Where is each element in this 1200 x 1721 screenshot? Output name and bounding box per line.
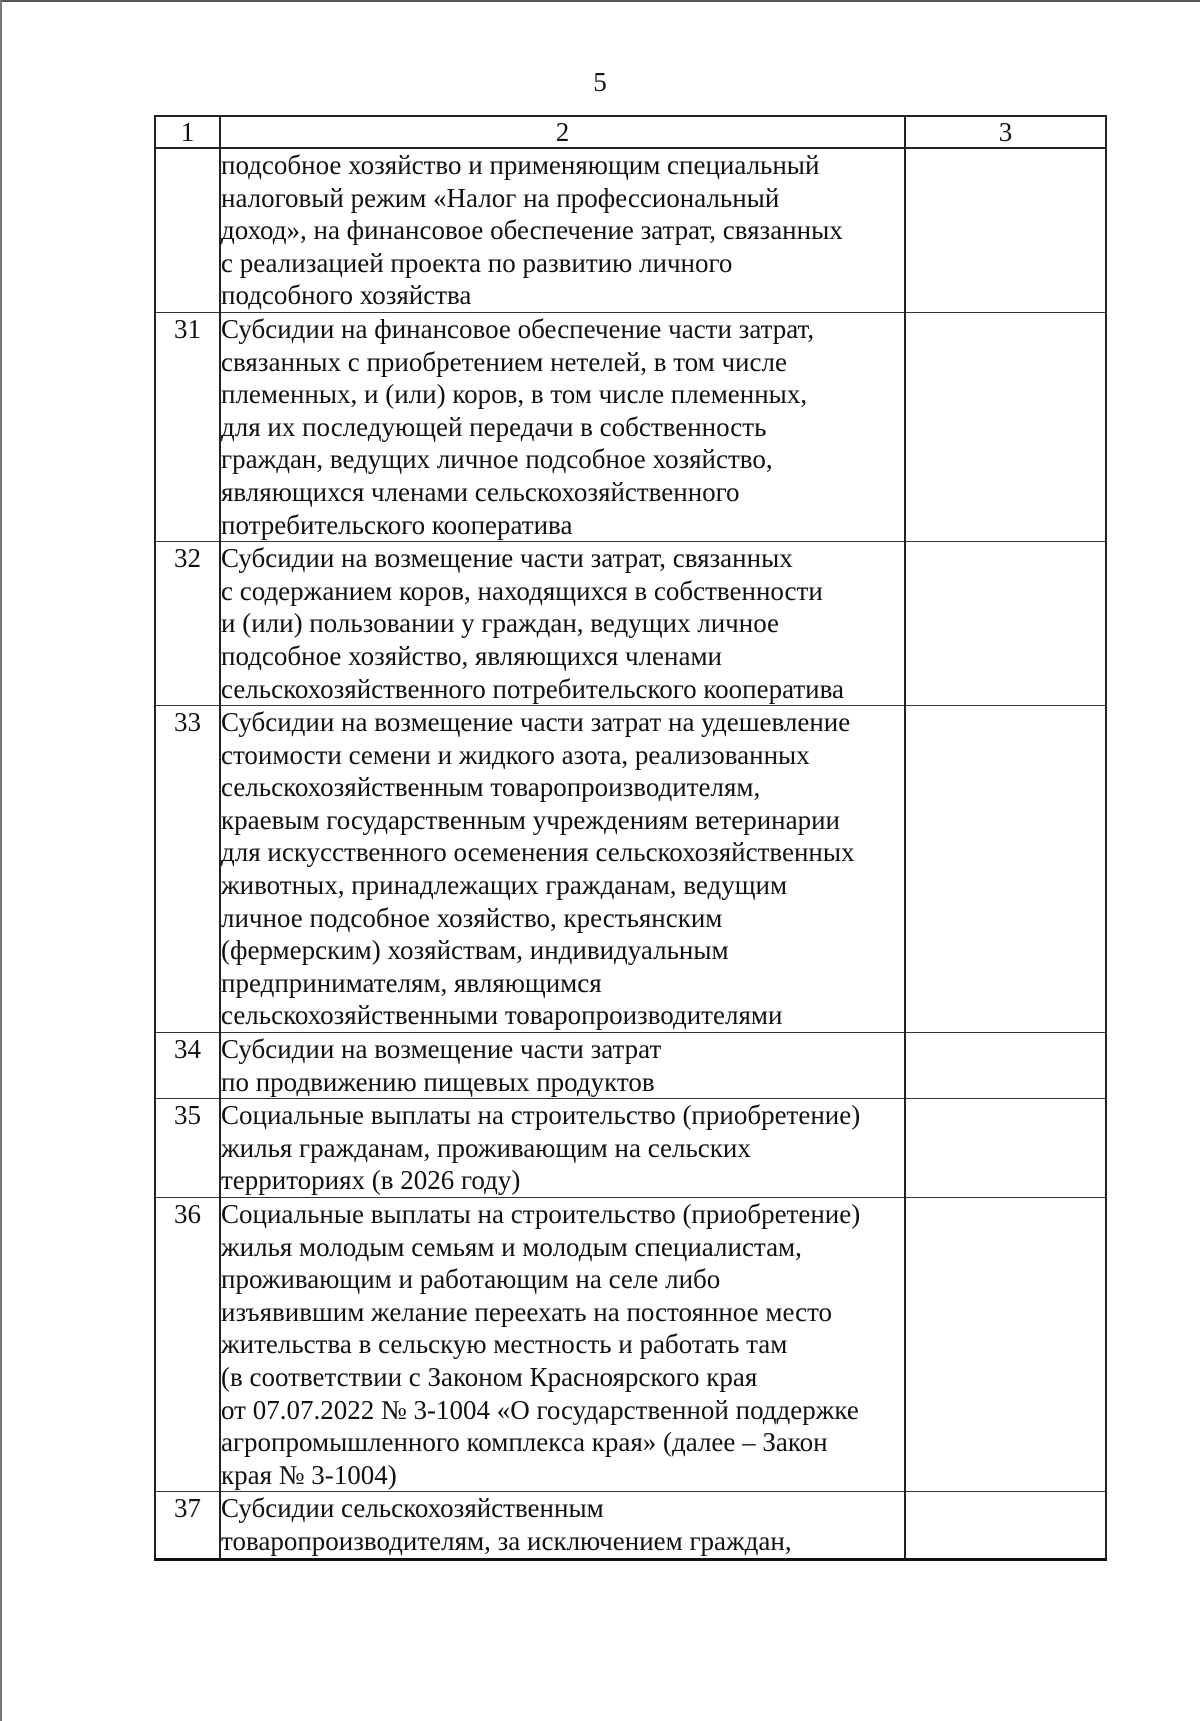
row-col3 xyxy=(905,1198,1106,1492)
subsidy-table xyxy=(154,115,1107,1561)
row-number xyxy=(155,148,220,312)
row-description: Субсидии сельскохозяйственным товаропроизводителям, за исключением граждан, xyxy=(220,1492,905,1559)
row-description: Субсидии на возмещение части затрат на удешевление стоимости семени и жидкого азота, реализованных сельскохозяйственным товаропроизводителям, краевым государственным учреждениям ветеринарии для искусственного осеменения сельскохозяйственных животных, принадлежащих гражданам, ведущим личное подсобное хозяйство, крестьянским (фермерским) хозяйствам, индивидуальным предпринимателям, являющимся сельскохозяйственными товаропроизводителями xyxy=(220,706,905,1033)
table-row xyxy=(155,542,1106,706)
table-row xyxy=(155,1198,1106,1492)
row-col3 xyxy=(905,148,1106,312)
row-number: 32 xyxy=(155,542,220,706)
table-row xyxy=(155,1033,1106,1099)
header-col-3: 3 xyxy=(905,116,1106,148)
row-description: Субсидии на возмещение части затрат, связанных с содержанием коров, находящихся в собственности и (или) пользовании у граждан, ведущих личное подсобное хозяйство, являющихся членами сельскохозяйственного потребительского кооператива xyxy=(220,542,905,706)
table-header xyxy=(155,116,1106,148)
table-row xyxy=(155,1492,1106,1559)
table-row xyxy=(155,312,1106,541)
row-description: подсобное хозяйство и применяющим специальный налоговый режим «Налог на профессиональный доход», на финансовое обеспечение затрат, связанных с реализацией проекта по развитию личного подсобного хозяйства xyxy=(220,148,905,312)
header-row xyxy=(155,116,1106,148)
row-number: 33 xyxy=(155,706,220,1033)
row-col3 xyxy=(905,1492,1106,1559)
table-row xyxy=(155,706,1106,1033)
row-number: 34 xyxy=(155,1033,220,1099)
page-number: 5 xyxy=(593,67,607,97)
row-col3 xyxy=(905,1099,1106,1198)
scan-edge-top xyxy=(0,0,1200,2)
header-col-2: 2 xyxy=(220,116,905,148)
row-col3 xyxy=(905,542,1106,706)
scan-edge-left xyxy=(0,0,2,1721)
table-row xyxy=(155,1099,1106,1198)
table-row xyxy=(155,148,1106,312)
row-number: 36 xyxy=(155,1198,220,1492)
row-description: Субсидии на возмещение части затрат по продвижению пищевых продуктов xyxy=(220,1033,905,1099)
row-description: Социальные выплаты на строительство (приобретение) жилья гражданам, проживающим на сельских территориях (в 2026 году) xyxy=(220,1099,905,1198)
row-number: 31 xyxy=(155,312,220,541)
row-col3 xyxy=(905,706,1106,1033)
header-col-1: 1 xyxy=(155,116,220,148)
row-description: Субсидии на финансовое обеспечение части затрат, связанных с приобретением нетелей, в том числе племенных, и (или) коров, в том числе племенных, для их последующей передачи в собственность граждан, ведущих личное подсобное хозяйство, являющихся членами сельскохозяйственного потребительского кооператива xyxy=(220,312,905,541)
row-number: 35 xyxy=(155,1099,220,1198)
row-col3 xyxy=(905,1033,1106,1099)
row-number: 37 xyxy=(155,1492,220,1559)
row-description: Социальные выплаты на строительство (приобретение) жилья молодым семьям и молодым специалистам, проживающим и работающим на селе либо изъявившим желание переехать на постоянное место жительства в сельскую местность и работать там (в соответствии с Законом Красноярского края от 07.07.2022 № 3-1004 «О государственной поддержке агропромышленного комплекса края» (далее – Закон края № 3-1004) xyxy=(220,1198,905,1492)
row-col3 xyxy=(905,312,1106,541)
table-body xyxy=(155,148,1106,1559)
